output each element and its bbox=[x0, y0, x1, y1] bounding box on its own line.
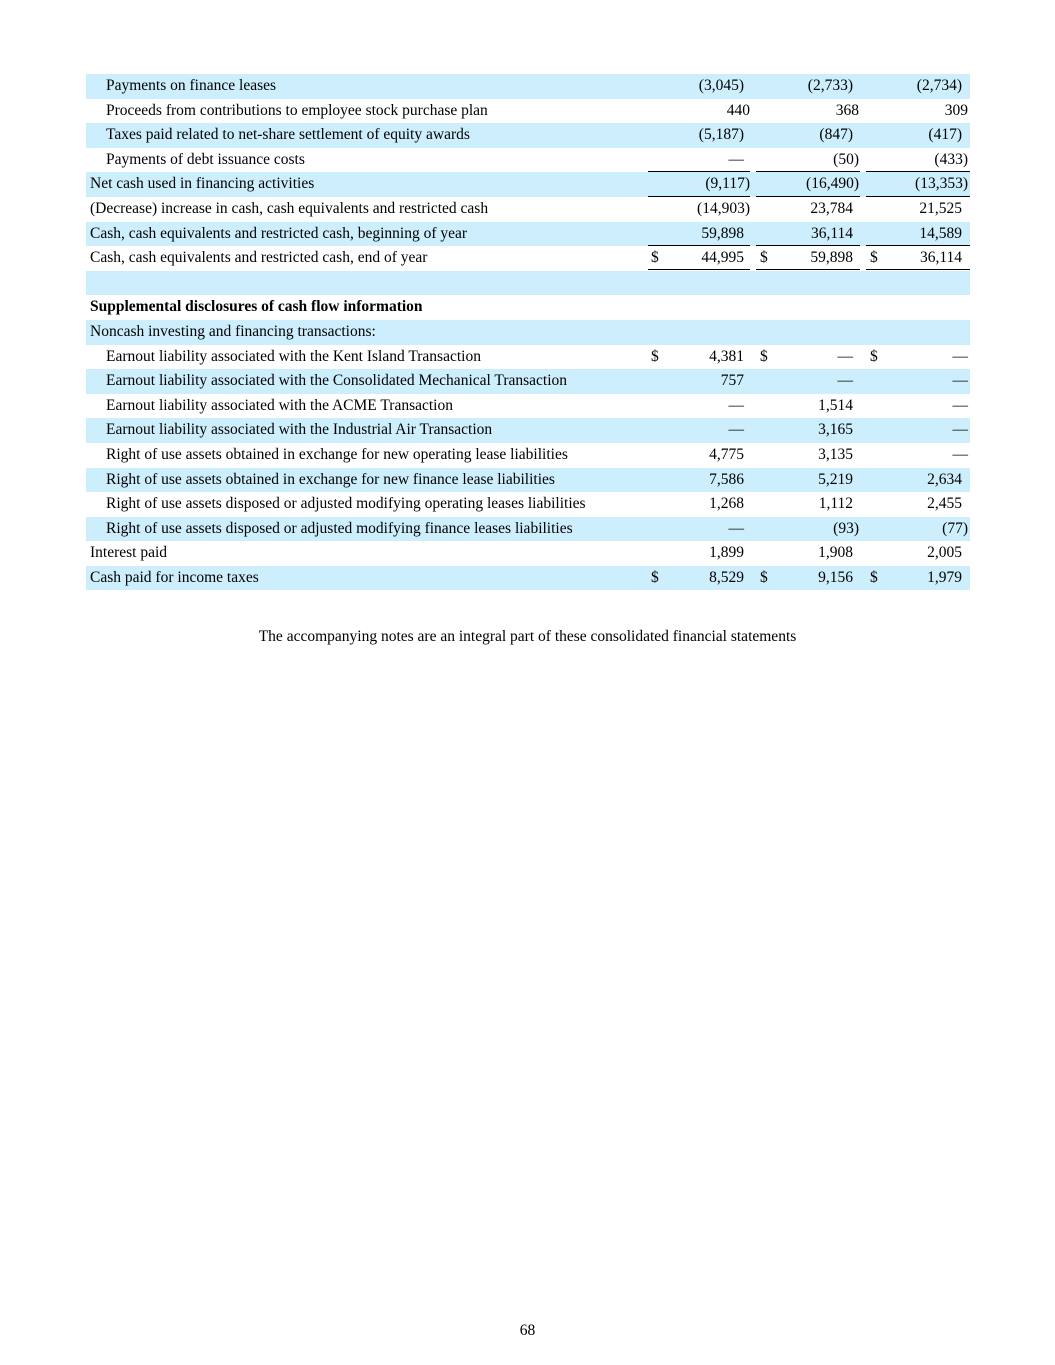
value-col-3: (417) bbox=[928, 126, 962, 144]
row-label: Earnout liability associated with the Industrial Air Transaction bbox=[106, 421, 493, 439]
value-col-1: — bbox=[728, 421, 744, 439]
value-col-1: 8,529 bbox=[709, 568, 744, 586]
table-row bbox=[86, 517, 970, 542]
table-row bbox=[86, 394, 970, 419]
value-col-2: 59,898 bbox=[810, 249, 853, 267]
value-col-1: (3,045) bbox=[698, 77, 744, 94]
currency-symbol: $ bbox=[651, 568, 659, 586]
table-row bbox=[86, 443, 970, 468]
row-label: Interest paid bbox=[90, 544, 168, 562]
value-col-1: — bbox=[728, 519, 744, 537]
value-col-2: 36,114 bbox=[810, 224, 853, 242]
currency-symbol: $ bbox=[870, 568, 878, 586]
table-row bbox=[86, 566, 970, 591]
table-row bbox=[86, 172, 970, 197]
row-label: Cash, cash equivalents and restricted cash, end of year bbox=[90, 249, 428, 267]
section-heading: Supplemental disclosures of cash flow information bbox=[90, 298, 423, 316]
row-label: Taxes paid related to net-share settlement of equity awards bbox=[106, 126, 470, 144]
page-number: 68 bbox=[519, 1322, 536, 1339]
value-col-2: 1,908 bbox=[818, 544, 853, 562]
value-col-3: 2,455 bbox=[927, 495, 962, 513]
value-col-2: 9,156 bbox=[818, 568, 853, 586]
value-col-3: — bbox=[952, 396, 968, 414]
row-label: Payments of debt issuance costs bbox=[106, 150, 305, 168]
value-col-1: 4,381 bbox=[709, 347, 744, 365]
table-row bbox=[86, 148, 970, 173]
table-row bbox=[86, 222, 970, 247]
value-col-1: 4,775 bbox=[709, 445, 744, 463]
value-col-3: 36,114 bbox=[919, 249, 962, 267]
row-label: Earnout liability associated with the Consolidated Mechanical Transaction bbox=[106, 372, 568, 390]
row-label: (Decrease) increase in cash, cash equivalents and restricted cash bbox=[90, 199, 489, 217]
row-label: Right of use assets obtained in exchange for new operating lease liabilities bbox=[106, 445, 568, 463]
row-label: Earnout liability associated with the ACME Transaction bbox=[106, 396, 453, 414]
value-col-1: 757 bbox=[720, 372, 744, 390]
subheading-row bbox=[86, 320, 970, 345]
value-col-2: 3,135 bbox=[818, 445, 853, 463]
currency-symbol: $ bbox=[870, 249, 878, 267]
row-label: Cash paid for income taxes bbox=[90, 568, 259, 586]
row-label: Payments on finance leases bbox=[106, 77, 277, 94]
value-col-3: — bbox=[952, 445, 968, 463]
value-col-1: (14,903) bbox=[697, 199, 750, 217]
value-col-2: 5,219 bbox=[818, 470, 853, 488]
value-col-1: — bbox=[728, 150, 744, 168]
table-row bbox=[86, 197, 970, 222]
row-label: Noncash investing and financing transactions: bbox=[90, 322, 376, 340]
value-col-2: 3,165 bbox=[818, 421, 853, 439]
value-col-3: 309 bbox=[944, 101, 968, 119]
table-row bbox=[86, 541, 970, 566]
table-row bbox=[86, 246, 970, 271]
value-col-3: — bbox=[952, 347, 968, 365]
table-row bbox=[86, 123, 970, 148]
table-row bbox=[86, 468, 970, 493]
row-label: Earnout liability associated with the Kent Island Transaction bbox=[106, 347, 481, 365]
value-col-2: — bbox=[837, 347, 853, 365]
value-col-3: — bbox=[952, 372, 968, 390]
value-col-3: (433) bbox=[934, 150, 968, 168]
row-label: Right of use assets obtained in exchange for new finance lease liabilities bbox=[106, 470, 555, 488]
value-col-3: 21,525 bbox=[919, 199, 962, 217]
value-col-2: (93) bbox=[833, 519, 859, 537]
value-col-3: 14,589 bbox=[919, 224, 962, 242]
table-row bbox=[86, 74, 970, 99]
currency-symbol: $ bbox=[760, 568, 768, 586]
row-label: Net cash used in financing activities bbox=[90, 175, 315, 193]
section-heading-row bbox=[86, 295, 970, 320]
value-col-3: (13,353) bbox=[915, 175, 968, 193]
table-row bbox=[86, 369, 970, 394]
value-col-3: 2,634 bbox=[927, 470, 962, 488]
footnote: The accompanying notes are an integral part of these consolidated financial statements bbox=[258, 628, 797, 645]
currency-symbol: $ bbox=[870, 347, 878, 365]
currency-symbol: $ bbox=[760, 249, 768, 267]
table-row bbox=[86, 418, 970, 443]
row-label: Cash, cash equivalents and restricted cash, beginning of year bbox=[90, 224, 468, 242]
table-row bbox=[86, 345, 970, 370]
blank-row bbox=[86, 271, 970, 296]
value-col-2: 368 bbox=[835, 101, 859, 119]
value-col-2: (847) bbox=[819, 126, 853, 144]
value-col-2: (16,490) bbox=[806, 175, 859, 193]
value-col-3: — bbox=[952, 421, 968, 439]
value-col-1: 7,586 bbox=[709, 470, 744, 488]
value-col-2: (50) bbox=[833, 150, 859, 168]
value-col-3: (2,734) bbox=[916, 77, 962, 94]
value-col-1: — bbox=[728, 396, 744, 414]
row-label: Proceeds from contributions to employee stock purchase plan bbox=[106, 101, 488, 119]
value-col-3: (77) bbox=[942, 519, 968, 537]
value-col-2: (2,733) bbox=[807, 77, 853, 94]
value-col-1: 1,268 bbox=[709, 495, 744, 513]
value-col-1: (5,187) bbox=[698, 126, 744, 144]
currency-symbol: $ bbox=[760, 347, 768, 365]
value-col-1: 1,899 bbox=[709, 544, 744, 562]
value-col-3: 1,979 bbox=[927, 568, 962, 586]
table-row bbox=[86, 99, 970, 124]
value-col-2: 1,514 bbox=[818, 396, 853, 414]
value-col-1: 59,898 bbox=[701, 224, 744, 242]
row-label: Right of use assets disposed or adjusted modifying operating leases liabilities bbox=[106, 495, 586, 513]
value-col-2: — bbox=[837, 372, 853, 390]
value-col-1: 44,995 bbox=[701, 249, 744, 267]
value-col-3: 2,005 bbox=[927, 544, 962, 562]
currency-symbol: $ bbox=[651, 347, 659, 365]
row-label: Right of use assets disposed or adjusted modifying finance leases liabilities bbox=[106, 519, 573, 537]
value-col-2: 23,784 bbox=[810, 199, 853, 217]
value-col-1: (9,117) bbox=[705, 175, 750, 193]
table-row bbox=[86, 492, 970, 517]
cash-flow-table bbox=[86, 74, 970, 590]
value-col-2: 1,112 bbox=[818, 495, 853, 513]
currency-symbol: $ bbox=[651, 249, 659, 267]
value-col-1: 440 bbox=[726, 101, 750, 119]
